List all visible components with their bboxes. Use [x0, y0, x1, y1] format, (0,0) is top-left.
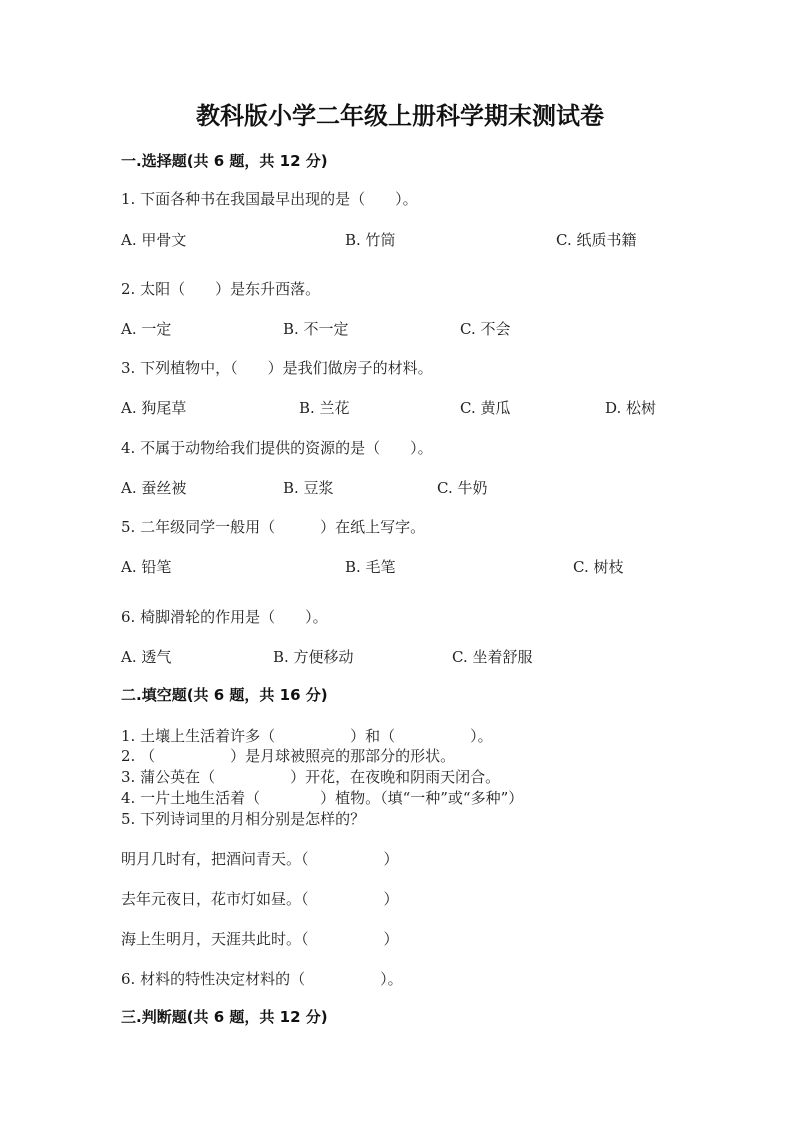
option-c: C. 黄瓜 [460, 399, 511, 417]
fill-in-line: 2. （ ）是月球被照亮的那部分的形状。 [121, 747, 456, 765]
option-c: C. 纸质书籍 [556, 231, 637, 249]
section-heading-true-false: 三.判断题(共 6 题，共 12 分) [121, 1008, 328, 1026]
poem-line: 去年元夜日，花市灯如昼。（ ） [121, 890, 399, 908]
option-b: B. 方便移动 [273, 648, 354, 666]
option-d: D. 松树 [605, 399, 657, 417]
section-heading-multiple-choice: 一.选择题(共 6 题，共 12 分) [121, 152, 328, 170]
fill-in-line: 4. 一片土地生活着（ ）植物。（填“一种”或“多种”） [121, 789, 524, 807]
section-heading-fill-in: 二.填空题(共 6 题，共 16 分) [121, 686, 328, 704]
question-text: 4. 不属于动物给我们提供的资源的是（ ）。 [121, 439, 433, 457]
option-b: B. 毛笔 [345, 558, 396, 576]
fill-in-line: 3. 蒲公英在（ ）开花，在夜晚和阴雨天闭合。 [121, 768, 501, 786]
option-b: B. 不一定 [283, 320, 349, 338]
fill-in-line: 1. 土壤上生活着许多（ ）和（ ）。 [121, 727, 493, 745]
option-b: B. 豆浆 [283, 479, 334, 497]
question-text: 3. 下列植物中，（ ）是我们做房子的材料。 [121, 359, 433, 377]
question-text: 6. 椅脚滑轮的作用是（ ）。 [121, 608, 328, 626]
option-a: A. 狗尾草 [121, 399, 187, 417]
question-text: 5. 二年级同学一般用（ ）在纸上写字。 [121, 518, 426, 536]
fill-in-line: 6. 材料的特性决定材料的（ ）。 [121, 970, 403, 988]
option-b: B. 竹筒 [345, 231, 396, 249]
page-title: 教科版小学二年级上册科学期末测试卷 [196, 102, 604, 130]
question-text: 2. 太阳（ ）是东升西落。 [121, 280, 321, 298]
option-a: A. 透气 [121, 648, 172, 666]
option-a: A. 甲骨文 [121, 231, 187, 249]
question-text: 1. 下面各种书在我国最早出现的是（ ）。 [121, 190, 418, 208]
option-a: A. 一定 [121, 320, 172, 338]
option-b: B. 兰花 [299, 399, 350, 417]
fill-in-line: 5. 下列诗词里的月相分别是怎样的？ [121, 810, 366, 828]
option-c: C. 树枝 [573, 558, 624, 576]
poem-line: 海上生明月，天涯共此时。（ ） [121, 930, 399, 948]
option-c: C. 不会 [460, 320, 511, 338]
option-c: C. 坐着舒服 [452, 648, 533, 666]
poem-line: 明月几时有，把酒问青天。（ ） [121, 850, 399, 868]
option-a: A. 蚕丝被 [121, 479, 187, 497]
option-a: A. 铅笔 [121, 558, 172, 576]
option-c: C. 牛奶 [437, 479, 488, 497]
